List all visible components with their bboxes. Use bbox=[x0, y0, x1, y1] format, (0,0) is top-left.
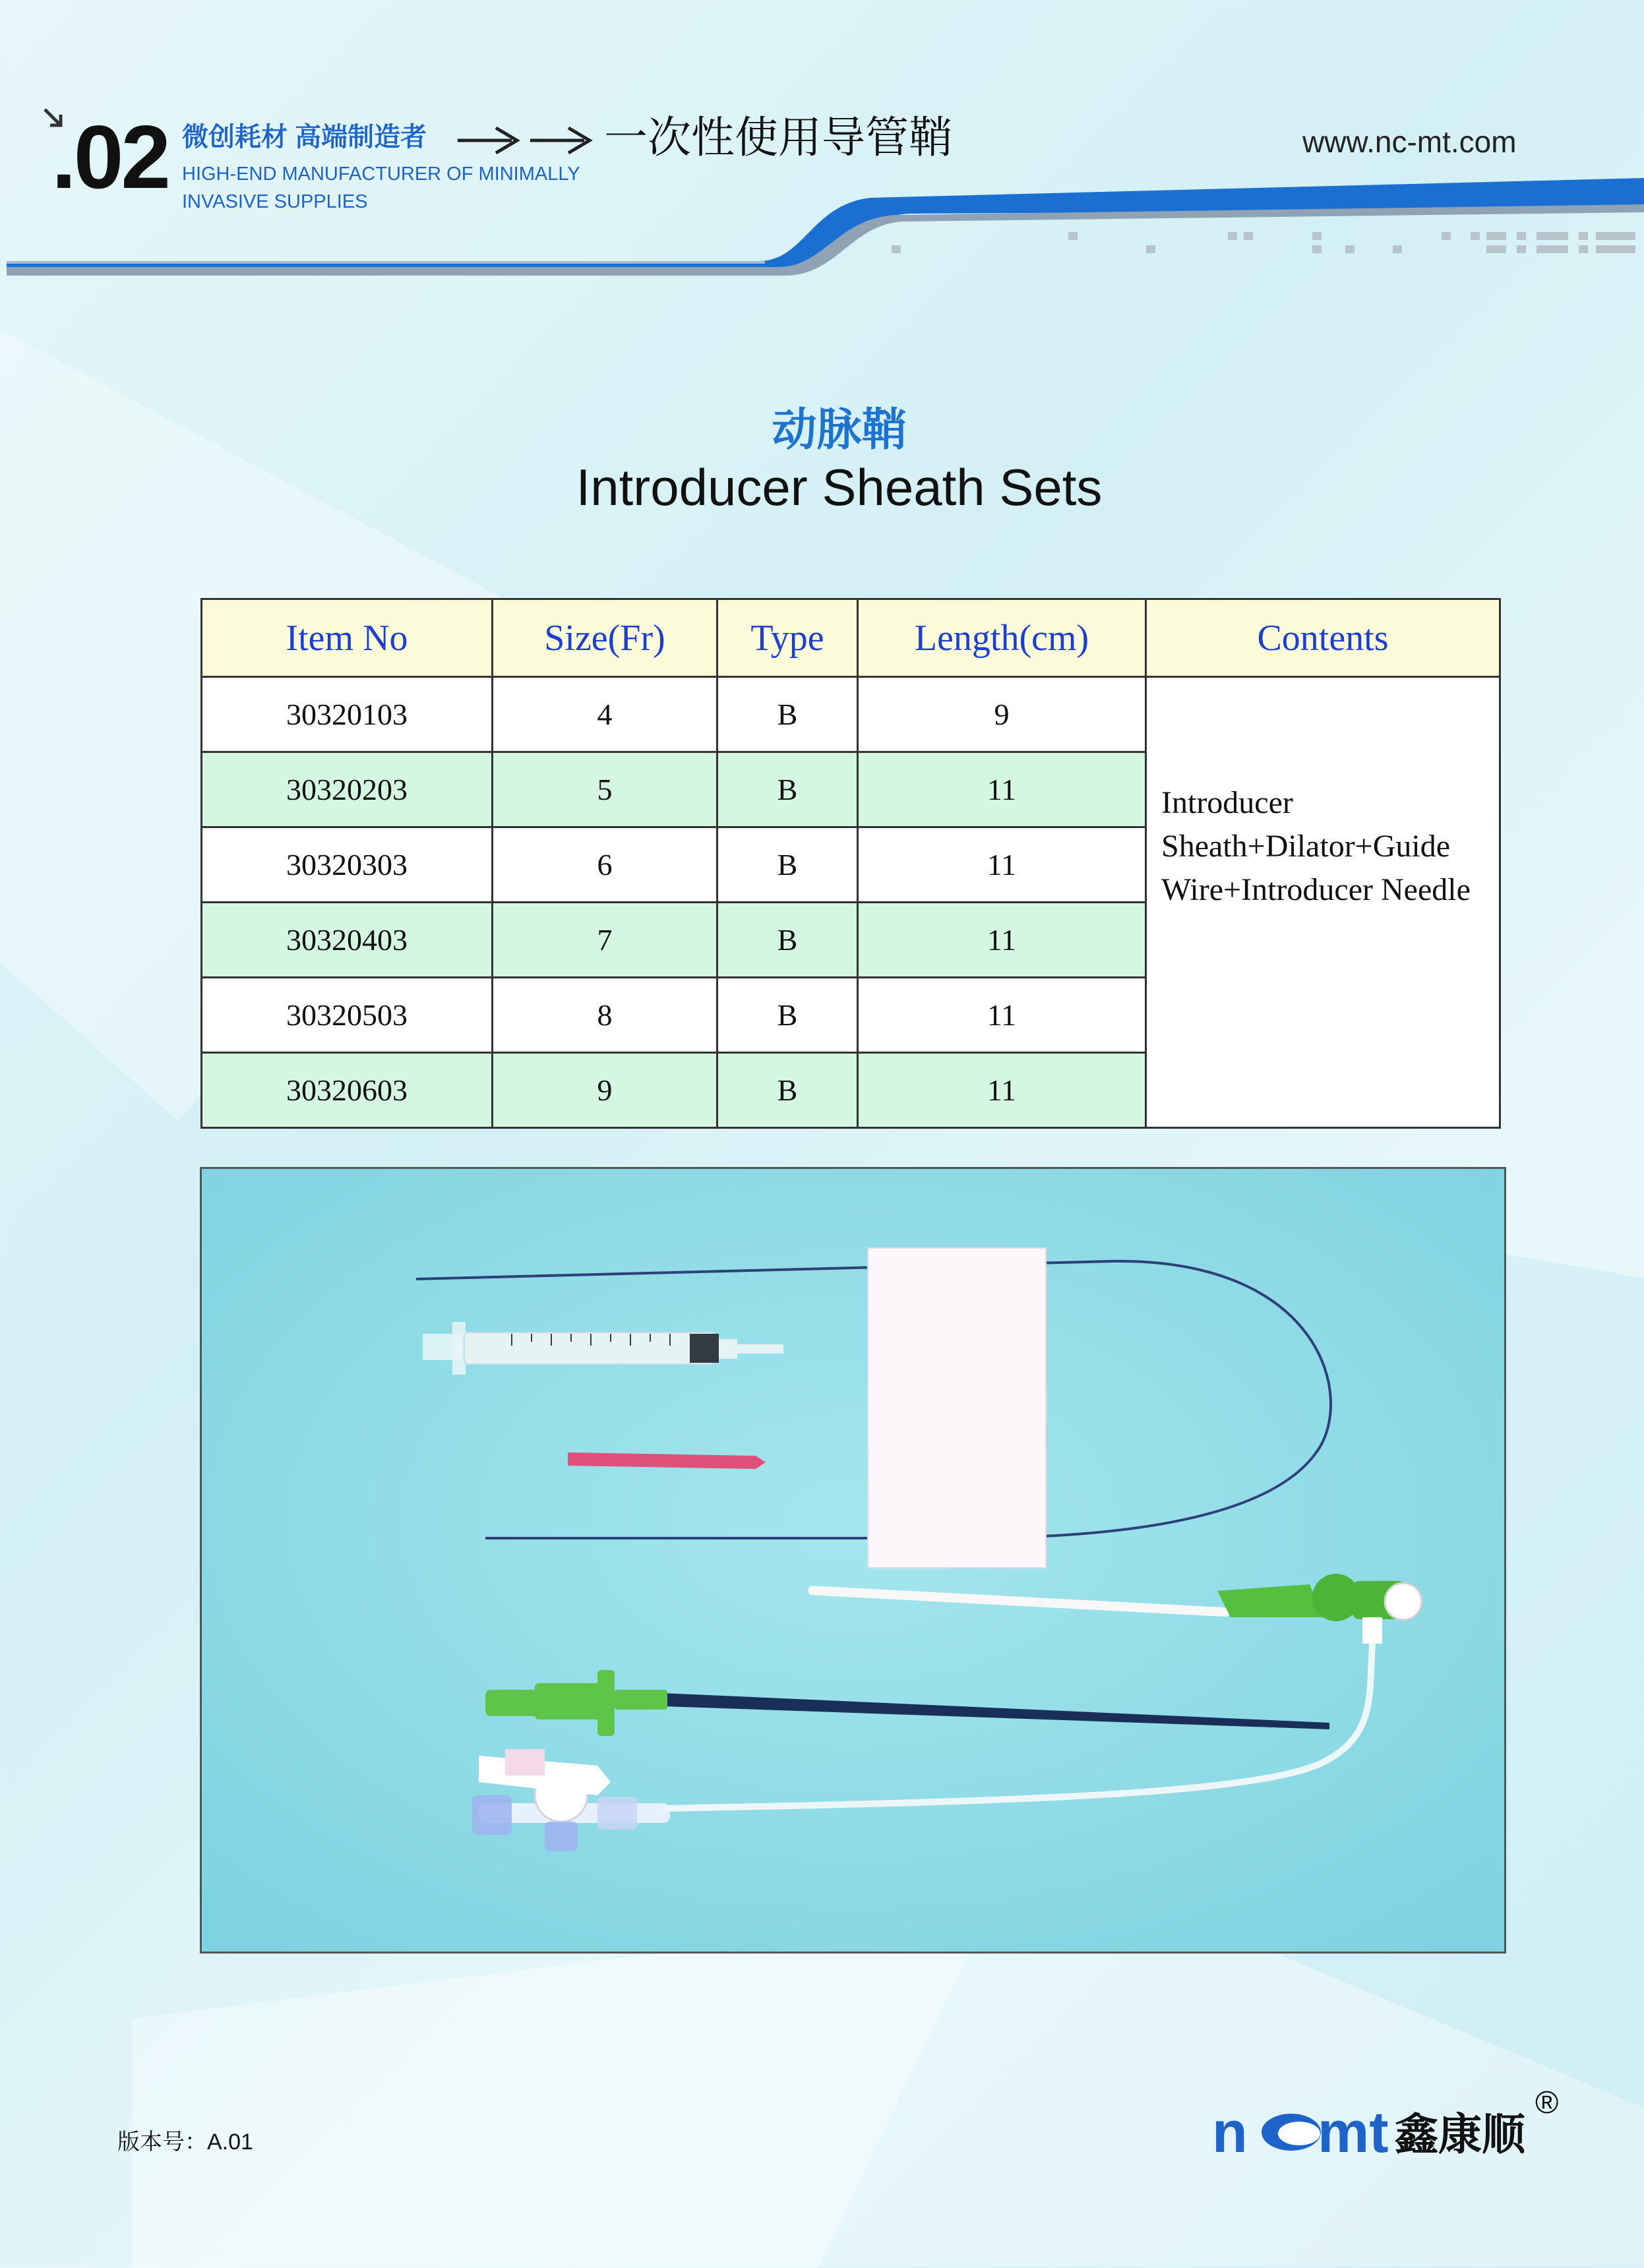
item-no-cell: 30320503 bbox=[202, 978, 493, 1053]
contents-cell bbox=[1146, 677, 1500, 1128]
size-cell: 5 bbox=[493, 752, 717, 827]
slogan-en-line1: HIGH-END MANUFACTURER OF MINIMALLY bbox=[182, 164, 580, 185]
item-no-cell: 30320603 bbox=[202, 1053, 493, 1128]
length-cell: 11 bbox=[858, 752, 1146, 827]
size-cell: 7 bbox=[493, 903, 717, 978]
type-cell: B bbox=[717, 903, 858, 978]
header-size: Size(Fr) bbox=[493, 599, 717, 677]
size-cell: 6 bbox=[493, 827, 717, 903]
title-cn: 动脉鞘 bbox=[772, 405, 907, 455]
header-item-no: Item No bbox=[202, 599, 493, 677]
contents-line: Sheath+Dilator+Guide bbox=[1161, 828, 1451, 864]
length-cell: 11 bbox=[858, 978, 1146, 1053]
type-cell: B bbox=[717, 677, 858, 752]
slogan-en-line2: INVASIVE SUPPLIES bbox=[182, 191, 368, 212]
type-cell: B bbox=[717, 752, 858, 827]
item-no-cell: 30320303 bbox=[202, 827, 493, 903]
item-no-cell: 30320103 bbox=[202, 677, 493, 752]
background-facet bbox=[132, 1912, 989, 2268]
version-label: 版本号：A.01 bbox=[117, 2130, 253, 2155]
company-name-cn: 鑫康顺 bbox=[1395, 2110, 1525, 2159]
title-en: Introducer Sheath Sets bbox=[576, 458, 1103, 516]
type-cell: B bbox=[717, 827, 858, 903]
table-header-row bbox=[202, 599, 1500, 677]
slogan-cn: 微创耗材 高端制造者 bbox=[182, 123, 427, 152]
contents-line: Wire+Introducer Needle bbox=[1161, 872, 1471, 907]
type-cell: B bbox=[717, 978, 858, 1053]
logo-lettering: n bbox=[1212, 2099, 1248, 2164]
item-no-cell: 30320403 bbox=[202, 903, 493, 978]
header-contents: Contents bbox=[1146, 599, 1500, 677]
size-cell: 4 bbox=[493, 677, 717, 752]
label-card bbox=[868, 1248, 1046, 1568]
product-category: 一次性使用导管鞘 bbox=[604, 113, 952, 162]
spec-table bbox=[200, 598, 1501, 1129]
double-arrow-icon bbox=[456, 123, 596, 158]
registered-mark: ® bbox=[1535, 2085, 1559, 2120]
svg-text:mt: mt bbox=[1318, 2099, 1389, 2164]
product-photo bbox=[200, 1167, 1506, 1954]
length-cell: 11 bbox=[858, 903, 1146, 978]
length-cell: 9 bbox=[858, 677, 1146, 752]
size-cell: 8 bbox=[493, 978, 717, 1053]
table-row bbox=[202, 677, 1500, 752]
item-no-cell: 30320203 bbox=[202, 752, 493, 827]
header-swoosh bbox=[0, 171, 1644, 277]
header-type: Type bbox=[717, 599, 858, 677]
length-cell: 11 bbox=[858, 1053, 1146, 1128]
type-cell: B bbox=[717, 1053, 858, 1128]
contents-line: Introducer bbox=[1161, 785, 1293, 820]
length-cell: 11 bbox=[858, 827, 1146, 903]
header-length: Length(cm) bbox=[858, 599, 1146, 677]
section-number: .02 bbox=[51, 107, 169, 207]
website-link[interactable]: www.nc-mt.com bbox=[1302, 125, 1517, 159]
size-cell: 9 bbox=[493, 1053, 717, 1128]
